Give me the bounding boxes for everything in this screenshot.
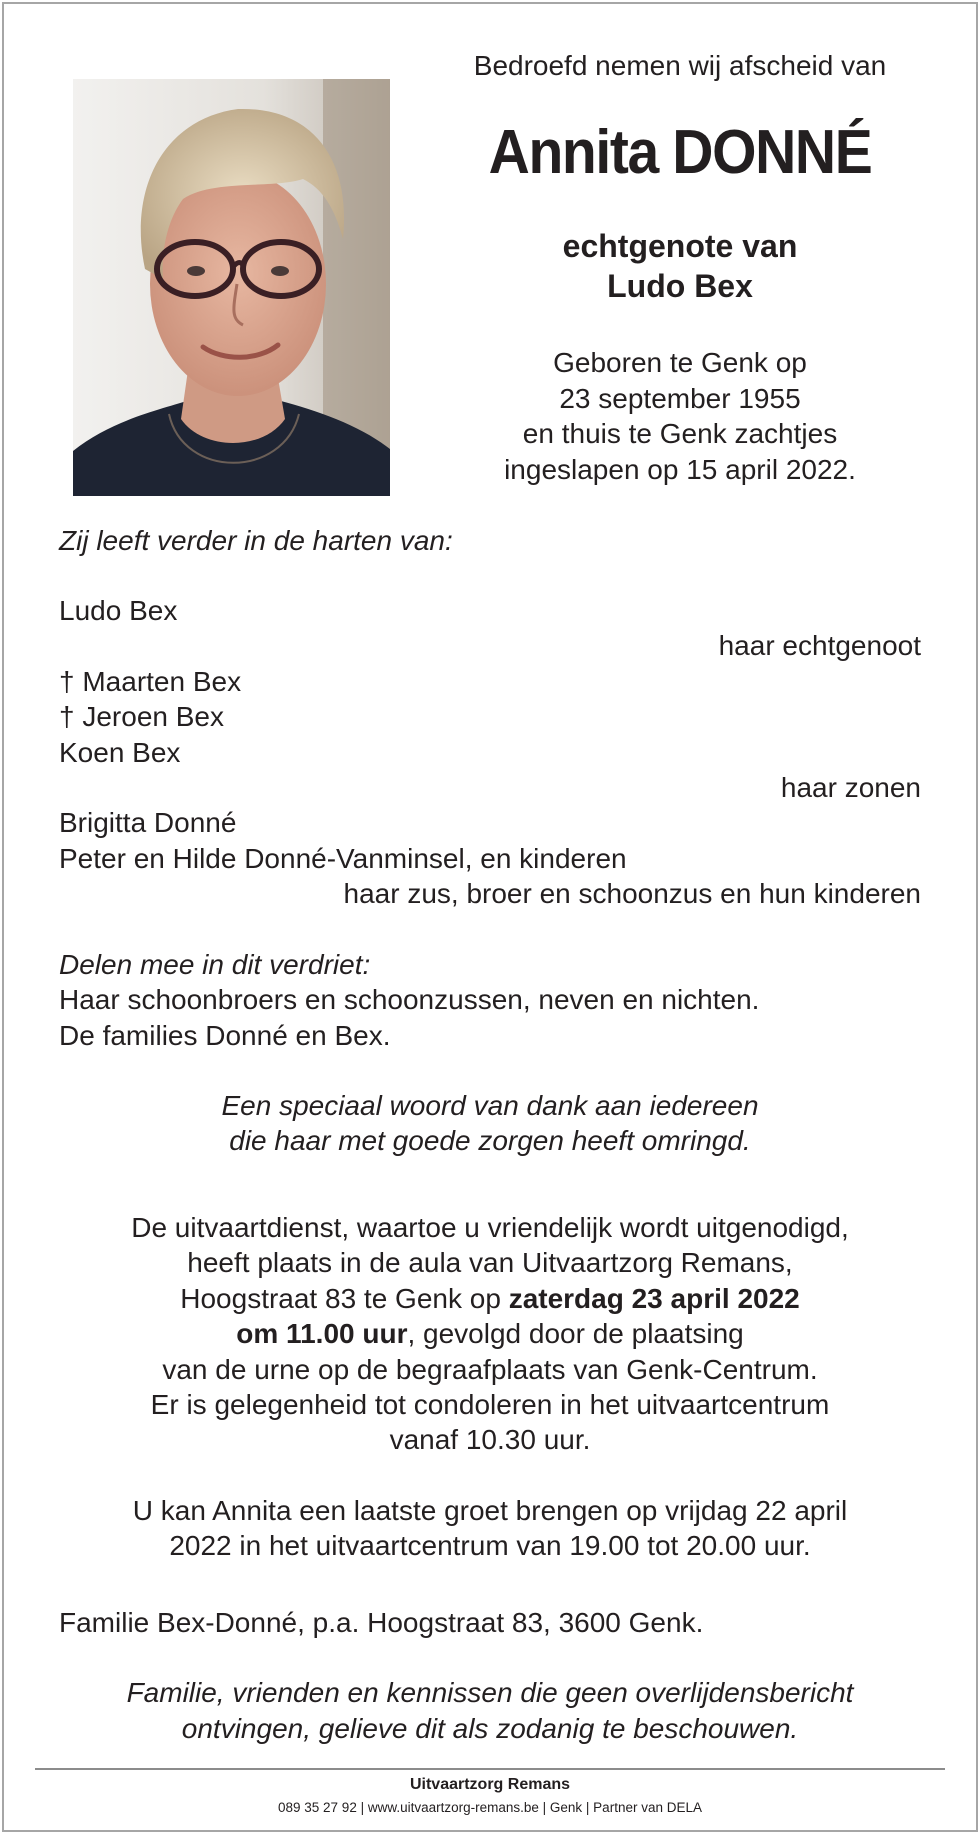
visit-line: 2022 in het uitvaartcentrum van 19.00 tot 20.00 uur. bbox=[169, 1530, 811, 1561]
thanks-line: Een speciaal woord van dank aan iedereen bbox=[221, 1090, 759, 1121]
thanks-line: die haar met goede zorgen heeft omringd. bbox=[229, 1125, 751, 1156]
spouse-block bbox=[440, 226, 920, 306]
service-line: vanaf 10.30 uur. bbox=[389, 1424, 591, 1455]
family-address: Familie Bex-Donné, p.a. Hoogstraat 83, 3600 Genk. bbox=[59, 1607, 704, 1638]
sibling-name: Brigitta Donné bbox=[59, 807, 237, 838]
service-line: van de urne op de begraafplaats van Genk-Centrum. bbox=[162, 1354, 818, 1385]
footer-divider bbox=[35, 1768, 945, 1770]
son-name: † Maarten Bex bbox=[59, 666, 242, 697]
son-name: Koen Bex bbox=[59, 737, 181, 768]
footer-company: Uitvaartzorg Remans bbox=[409, 1776, 571, 1793]
service-date: zaterdag 23 april 2022 bbox=[508, 1283, 800, 1314]
sons-role: haar zonen bbox=[780, 772, 921, 803]
intro-text: Bedroefd nemen wij afscheid van bbox=[473, 50, 887, 81]
service-line: Er is gelegenheid tot condoleren in het uitvaartcentrum bbox=[150, 1389, 830, 1420]
service-line: heeft plaats in de aula van Uitvaartzorg Remans, bbox=[187, 1247, 793, 1278]
sibling-name: Peter en Hilde Donné-Vanminsel, en kinderen bbox=[59, 843, 627, 874]
notice-line: ontvingen, gelieve dit als zodanig te beschouwen. bbox=[181, 1713, 799, 1744]
spouse-line-1: echtgenote van bbox=[562, 228, 798, 264]
portrait-photo bbox=[73, 79, 390, 496]
born-line: 23 september 1955 bbox=[559, 382, 801, 414]
spouse-line-2: Ludo Bex bbox=[607, 268, 753, 304]
son-name: † Jeroen Bex bbox=[59, 701, 224, 732]
service-address: Hoogstraat 83 te Genk op bbox=[180, 1283, 509, 1314]
share-line: Haar schoonbroers en schoonzussen, neven en nichten. bbox=[59, 984, 760, 1015]
deceased-name: Annita DONNÉ bbox=[488, 118, 872, 187]
family-heading: Zij leeft verder in de harten van: bbox=[59, 525, 453, 556]
spouse-role: haar echtgenoot bbox=[718, 630, 921, 661]
service-line-time bbox=[0, 1316, 980, 1352]
service-followup: , gevolgd door de plaatsing bbox=[407, 1318, 744, 1349]
notice-line: Familie, vrienden en kennissen die geen overlijdensbericht bbox=[126, 1677, 854, 1708]
share-line: De families Donné en Bex. bbox=[59, 1020, 391, 1051]
birth-death-block bbox=[440, 345, 920, 487]
service-time: om 11.00 uur bbox=[236, 1318, 408, 1349]
service-line: De uitvaartdienst, waartoe u vriendelijk wordt uitgenodigd, bbox=[131, 1212, 849, 1243]
service-line-date bbox=[0, 1281, 980, 1317]
visit-line: U kan Annita een laatste groet brengen op vrijdag 22 april bbox=[132, 1495, 848, 1526]
spouse-name: Ludo Bex bbox=[59, 595, 178, 626]
born-line: en thuis te Genk zachtjes bbox=[522, 418, 838, 449]
share-heading: Delen mee in dit verdriet: bbox=[59, 949, 371, 980]
siblings-role: haar zus, broer en schoonzus en hun kinderen bbox=[343, 878, 921, 909]
footer-contact: 089 35 27 92 | www.uitvaartzorg-remans.be | Genk | Partner van DELA bbox=[278, 1800, 702, 1815]
born-line: Geboren te Genk op bbox=[553, 347, 807, 378]
born-line: ingeslapen op 15 april 2022. bbox=[504, 453, 856, 485]
